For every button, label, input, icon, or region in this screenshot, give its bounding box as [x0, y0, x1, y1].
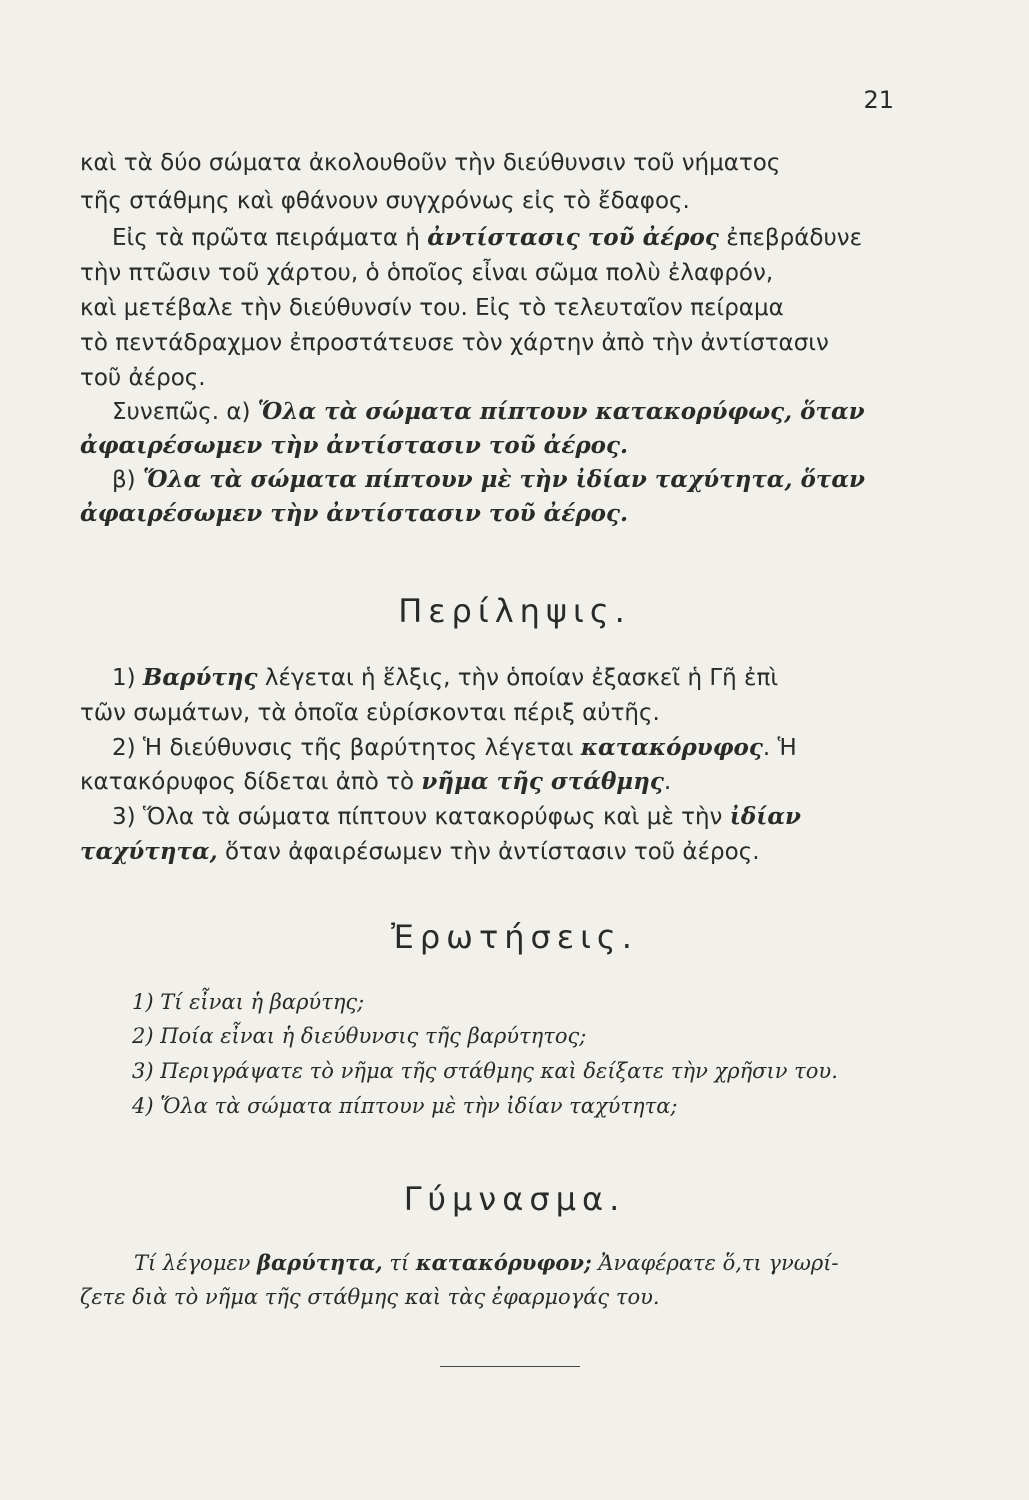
summary-line: ταχύτητα, ὅταν ἀφαιρέσωμεν τὴν ἀντίστασιν τοῦ ἀέρος. — [80, 838, 760, 865]
body-line: τοῦ ἀέρος. — [80, 365, 206, 391]
questions-heading: Ἐρωτήσεις. — [391, 918, 638, 956]
end-rule — [440, 1366, 580, 1367]
body-line: ἀφαιρέσωμεν τὴν ἀντίστασιν τοῦ ἀέρος. — [80, 432, 628, 459]
body-line: Εἰς τὰ πρῶτα πειράματα ἡ ἀντίστασις τοῦ ἀέρος ἐπεβράδυνε — [112, 224, 863, 251]
body-line: τὴν πτῶσιν τοῦ χάρτου, ὁ ὁποῖος εἶναι σῶμα πολὺ ἐλαφρόν, — [80, 260, 774, 286]
body-line: καὶ μετέβαλε τὴν διεύθυνσίν του. Εἰς τὸ τελευταῖον πείραμα — [80, 295, 784, 321]
page-number: 21 — [863, 86, 894, 114]
exercise-line: Τί λέγομεν βαρύτητα, τί κατακόρυφον; Ἀναφέρατε ὅ,τι γνωρί- — [134, 1250, 839, 1275]
summary-item-2: 2) Ἡ διεύθυνσις τῆς βαρύτητος λέγεται κατακόρυφος. Ἡ — [112, 734, 797, 761]
exercise-line: ζετε διὰ τὸ νῆμα τῆς στάθμης καὶ τὰς ἐφαρμογάς του. — [80, 1285, 660, 1309]
conclusion-a: Συνεπῶς. α) Ὅλα τὰ σώματα πίπτουν κατακορύφως, ὅταν — [112, 398, 865, 425]
body-line: ἀφαιρέσωμεν τὴν ἀντίστασιν τοῦ ἀέρος. — [80, 500, 628, 527]
question-item: 3) Περιγράψατε τὸ νῆμα τῆς στάθμης καὶ δείξατε τὴν χρῆσιν του. — [132, 1059, 838, 1083]
question-item: 4) Ὅλα τὰ σώματα πίπτουν μὲ τὴν ἰδίαν ταχύτητα; — [132, 1094, 678, 1118]
summary-item-3: 3) Ὅλα τὰ σώματα πίπτουν κατακορύφως καὶ μὲ τὴν ἰδίαν — [112, 803, 801, 830]
body-line: τὸ πεντάδραχμον ἐπροστάτευσε τὸν χάρτην ἀπὸ τὴν ἀντίστασιν — [80, 330, 829, 356]
conclusion-b: β) Ὅλα τὰ σώματα πίπτουν μὲ τὴν ἰδίαν ταχύτητα, ὅταν — [112, 466, 865, 493]
question-item: 1) Τί εἶναι ἡ βαρύτης; — [132, 990, 365, 1014]
body-line: καὶ τὰ δύο σώματα ἀκολουθοῦν τὴν διεύθυνσιν τοῦ νήματος — [80, 150, 781, 176]
summary-line: τῶν σωμάτων, τὰ ὁποῖα εὑρίσκονται πέριξ αὐτῆς. — [80, 700, 660, 726]
question-item: 2) Ποία εἶναι ἡ διεύθυνσις τῆς βαρύτητος; — [132, 1024, 587, 1048]
summary-heading: Περίληψις. — [398, 592, 631, 630]
exercise-heading: Γύμνασμα. — [403, 1180, 626, 1218]
summary-line: κατακόρυφος δίδεται ἀπὸ τὸ νῆμα τῆς στάθμης. — [80, 768, 672, 795]
summary-item-1: 1) Βαρύτης λέγεται ἡ ἕλξις, τὴν ὁποίαν ἐξασκεῖ ἡ Γῆ ἐπὶ — [112, 664, 779, 691]
body-line: τῆς στάθμης καὶ φθάνουν συγχρόνως εἰς τὸ ἔδαφος. — [80, 188, 690, 214]
